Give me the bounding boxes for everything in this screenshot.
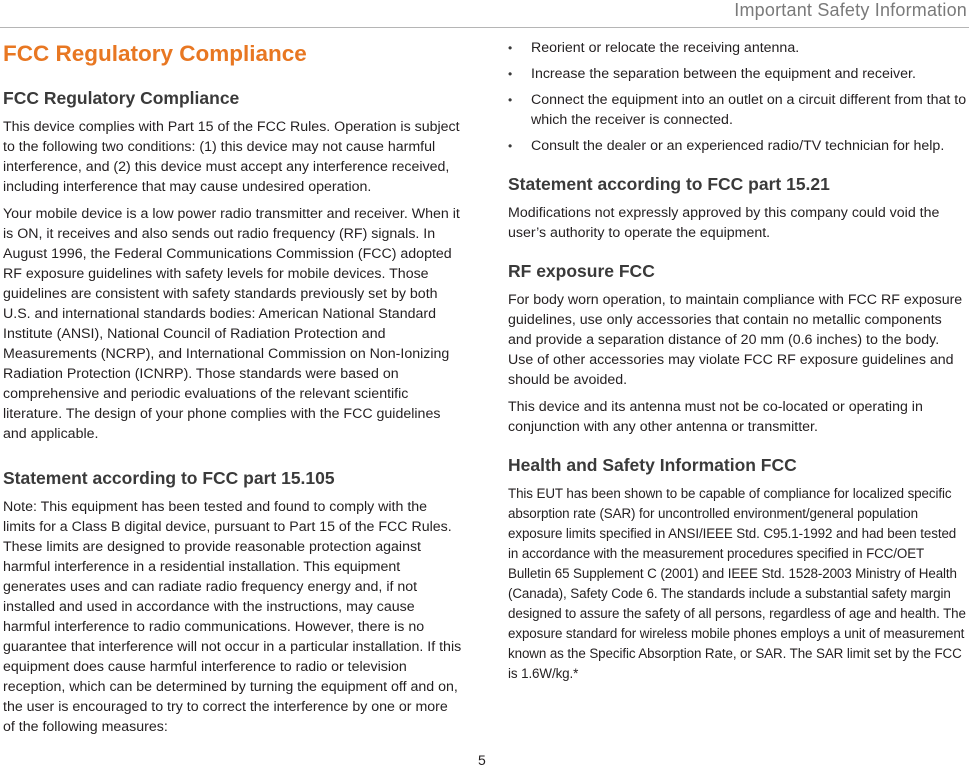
bullet-icon: • xyxy=(508,93,513,107)
list-item xyxy=(508,136,968,156)
section-heading-part-15-21: Statement according to FCC part 15.21 xyxy=(508,174,830,194)
paragraph-rf-exposure-guidelines: Your mobile device is a low power radio transmitter and receiver. When it is ON, it receives and also sends out radio frequency (RF) signals. In August 1996, the Federal Communications Commission (FCC) adopted RF exposure guidelines with safety levels for mobile devices. Those guidelines are consistent with safety standards previously set by both U.S. and international standards bodies: American National Standard Institute (ANSI), National Council of Radiation Protection and Measurements (NCRP), and International Commission on Non-Ionizing Radiation Protection (ICNRP). Those standards were based on comprehensive and periodic evaluations of the relevant scientific literature. The design of your phone complies with the FCC guidelines and applicable. xyxy=(3,206,460,442)
page-number: 5 xyxy=(478,752,486,768)
section-heading-part-15-105: Statement according to FCC part 15.105 xyxy=(3,468,335,488)
left-column xyxy=(3,36,463,737)
list-item xyxy=(508,90,968,130)
paragraph-sar-information: This EUT has been shown to be capable of compliance for localized specific absorption rate (SAR) for uncontrolled environment/general population exposure limits specified in ANSI/IEEE Std. C95.1-1992 and had been tested in accordance with the measurement procedures specified in FCC/OET Bulletin 65 Supplement C (2001) and IEEE Std. 1528-2003 Ministry of Health (Canada), Safety Code 6. The standards include a substantial safety margin designed to assure the safety of all persons, regardless of age and health. The exposure standard for wireless mobile phones employs a unit of measurement known as the Specific Absorption Rate, or SAR. The SAR limit set by the FCC is 1.6W/kg.* xyxy=(508,486,966,681)
paragraph-body-worn-operation: For body worn operation, to maintain compliance with FCC RF exposure guidelines, use only accessories that contain no metallic components and provide a separation distance of 20 mm (0.6 inches) to the body. Use of other accessories may violate FCC RF exposure guidelines and should be avoided. xyxy=(508,292,963,388)
bullet-icon: • xyxy=(508,139,513,153)
list-item-text: Consult the dealer or an experienced radio/TV technician for help. xyxy=(531,138,945,154)
paragraph-compliance-conditions: This device complies with Part 15 of the FCC Rules. Operation is subject to the following two conditions: (1) this device may not cause harmful interference, and (2) this device must accept any interference received, including interference that may cause undesired operation. xyxy=(3,119,460,195)
list-item-text: Connect the equipment into an outlet on a circuit different from that to which the receiver is connected. xyxy=(531,92,967,128)
section-heading-fcc-regulatory-compliance: FCC Regulatory Compliance xyxy=(3,88,240,108)
paragraph-co-location: This device and its antenna must not be co-located or operating in conjunction with any other antenna or transmitter. xyxy=(508,399,923,435)
list-item-text: Reorient or relocate the receiving antenna. xyxy=(531,40,800,56)
list-item-text: Increase the separation between the equipment and receiver. xyxy=(531,66,916,82)
section-heading-rf-exposure: RF exposure FCC xyxy=(508,261,655,281)
header-title: Important Safety Information xyxy=(734,0,967,20)
interference-measures-list xyxy=(508,38,968,156)
paragraph-modifications: Modifications not expressly approved by this company could void the user’s authority to operate the equipment. xyxy=(508,205,940,241)
paragraph-class-b-note: Note: This equipment has been tested and found to comply with the limits for a Class B digital device, pursuant to Part 15 of the FCC Rules. These limits are designed to provide reasonable protection against harmful interference in a residential installation. This equipment generates uses and can radiate radio frequency energy and, if not installed and used in accordance with the instructions, may cause harmful interference to radio communications. However, there is no guarantee that interference will not occur in a particular installation. If this equipment does cause harmful interference to radio or television reception, which can be determined by turning the equipment off and on, the user is encouraged to try to correct the interference by one or more of the following measures: xyxy=(3,499,462,735)
list-item xyxy=(508,64,968,84)
header-divider xyxy=(0,27,969,28)
section-heading-health-safety: Health and Safety Information FCC xyxy=(508,455,797,475)
list-item xyxy=(508,38,968,58)
bullet-icon: • xyxy=(508,67,513,81)
right-column xyxy=(508,38,968,684)
bullet-icon: • xyxy=(508,41,513,55)
page-title: FCC Regulatory Compliance xyxy=(3,41,307,66)
